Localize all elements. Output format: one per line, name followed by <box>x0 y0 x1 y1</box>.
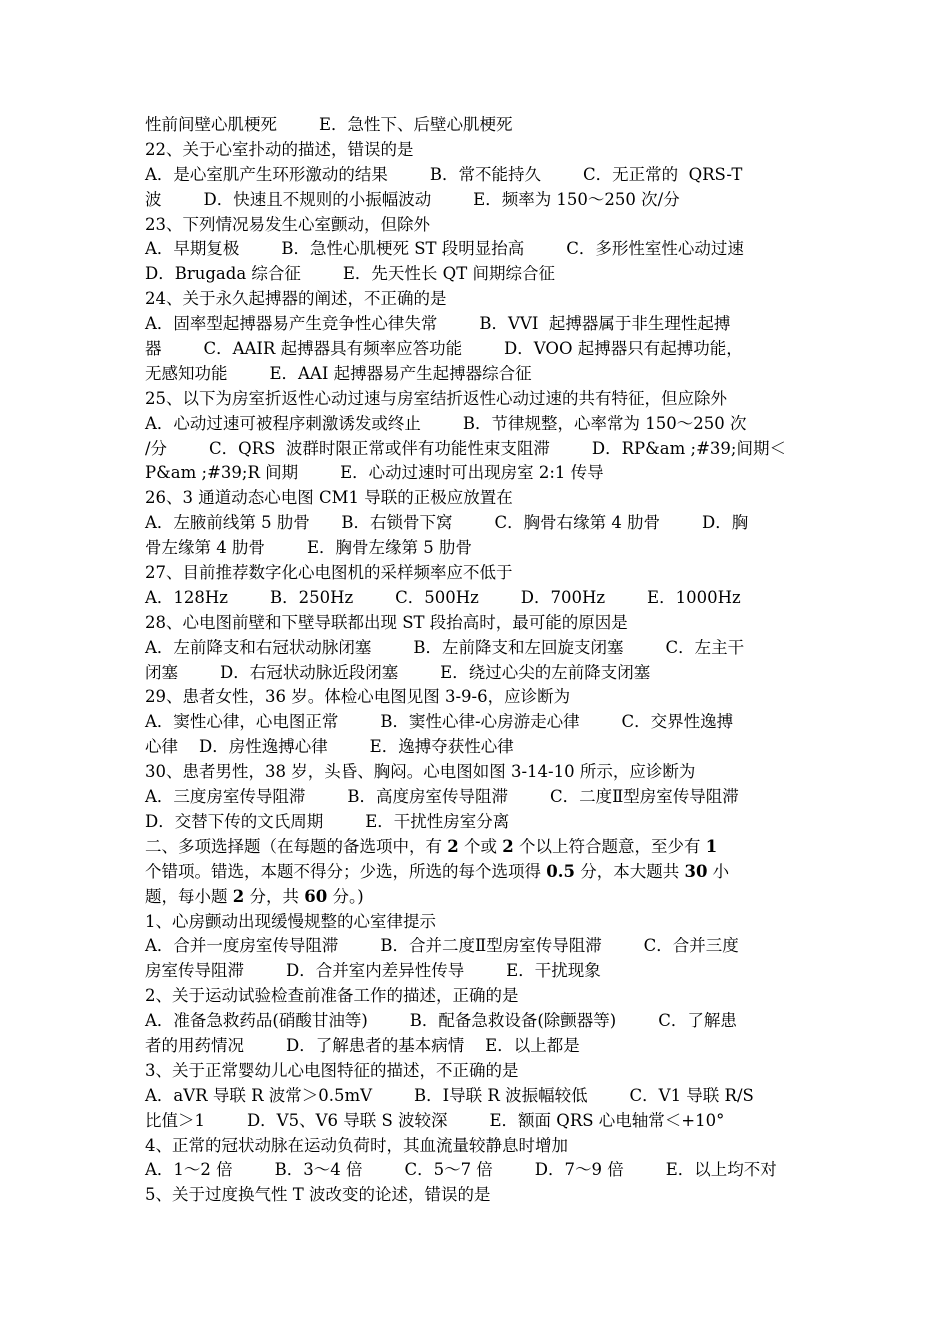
options-line: A．三度房室传导阻滞 B．高度房室传导阻滞 C．二度Ⅱ型房室传导阻滞 <box>145 787 739 807</box>
question-28: 28、心电图前壁和下壁导联都出现 ST 段抬高时，最可能的原因是 <box>145 612 628 632</box>
bold-number: 30 <box>684 861 708 881</box>
options-line: /分 C．QRS 波群时限正常或伴有功能性束支阻滞 D．RP&am ;#39;间期＜ <box>145 438 786 458</box>
options-line: D．交替下传的文氏周期 E．干扰性房室分离 <box>145 811 510 831</box>
section-text: 分，本大题共 <box>574 861 685 881</box>
bold-number: 1 <box>705 836 718 856</box>
options-line: A．窦性心律，心电图正常 B．窦性心律-心房游走心律 C．交界性逸搏 <box>145 712 734 732</box>
question-23: 23、下列情况易发生心室颤动，但除外 <box>145 214 430 234</box>
options-line: 无感知功能 E．AAI 起搏器易产生起搏器综合征 <box>145 363 532 383</box>
question-29: 29、患者女性，36 岁。体检心电图见图 3-9-6，应诊断为 <box>145 687 571 707</box>
options-line: A．固率型起搏器易产生竞争性心律失常 B．VVI 起搏器属于非生理性起搏 <box>145 314 731 334</box>
document-page <box>145 113 808 1208</box>
section-text: 个错项。错选，本题不得分；少选，所选的每个选项得 <box>145 861 547 881</box>
section-heading-line-1 <box>145 835 808 860</box>
options-line: 比值＞1 D．V5、V6 导联 S 波较深 E．额面 QRS 心电轴常＜+10° <box>145 1110 725 1130</box>
section-heading-line-2 <box>145 860 808 885</box>
bold-number: 60 <box>304 886 328 906</box>
section-text: 个或 <box>458 836 503 856</box>
options-line: A．1～2 倍 B．3～4 倍 C．5～7 倍 D．7～9 倍 E．以上均不对 <box>145 1160 777 1180</box>
options-line: A．准备急救药品(硝酸甘油等) B．配备急救设备(除颤器等) C．了解患 <box>145 1011 737 1031</box>
options-line: 房室传导阻滞 D．合并室内差异性传导 E．干扰现象 <box>145 961 601 981</box>
section-text: 分。) <box>327 886 364 906</box>
question-3: 3、关于正常婴幼儿心电图特征的描述，不正确的是 <box>145 1060 519 1080</box>
bold-number: 0.5 <box>546 861 575 881</box>
section-text: 个以上符合题意，至少有 <box>513 836 706 856</box>
question-22: 22、关于心室扑动的描述，错误的是 <box>145 139 414 159</box>
options-line: A．合并一度房室传导阻滞 B．合并二度Ⅱ型房室传导阻滞 C．合并三度 <box>145 936 739 956</box>
options-line: A．早期复极 B．急性心肌梗死 ST 段明显抬高 C．多形性室性心动过速 <box>145 239 744 259</box>
question-1: 1、心房颤动出现缓慢规整的心室律提示 <box>145 911 436 931</box>
question-26: 26、3 通道动态心电图 CM1 导联的正极应放置在 <box>145 488 513 508</box>
section-text: 分，共 <box>244 886 305 906</box>
question-30: 30、患者男性，38 岁，头昏、胸闷。心电图如图 3-14-10 所示，应诊断为 <box>145 762 696 782</box>
text-line: 性前间壁心肌梗死 E．急性下、后壁心肌梗死 <box>145 115 513 134</box>
options-line: P&am ;#39;R 间期 E．心动过速时可出现房室 2:1 传导 <box>145 463 604 483</box>
options-line: A．左前降支和右冠状动脉闭塞 B．左前降支和左回旋支闭塞 C．左主干 <box>145 637 745 657</box>
options-line: A．心动过速可被程序刺激诱发或终止 B．节律规整，心率常为 150～250 次 <box>145 413 747 433</box>
options-line: 波 D．快速且不规则的小振幅波动 E．频率为 150～250 次/分 <box>145 189 680 209</box>
options-line: 器 C．AAIR 起搏器具有频率应答功能 D．VOO 起搏器只有起搏功能， <box>145 339 743 359</box>
section-text: 二、多项选择题（在每题的备选项中，有 <box>145 836 448 856</box>
options-line: A．左腋前线第 5 肋骨 B．右锁骨下窝 C．胸骨右缘第 4 肋骨 D．胸 <box>145 513 749 533</box>
options-line: A．aVR 导联 R 波常＞0.5mV B．Ⅰ导联 R 波振幅较低 C．V1 导联 R/S <box>145 1085 754 1105</box>
options-line: 心律 D．房性逸搏心律 E．逸搏夺获性心律 <box>145 737 514 757</box>
options-line: 骨左缘第 4 肋骨 E．胸骨左缘第 5 肋骨 <box>145 538 472 558</box>
question-4: 4、正常的冠状动脉在运动负荷时，其血流量较静息时增加 <box>145 1135 568 1155</box>
question-24: 24、关于永久起搏器的阐述，不正确的是 <box>145 289 447 309</box>
options-line: D．Brugada 综合征 E．先天性长 QT 间期综合征 <box>145 264 555 284</box>
question-5: 5、关于过度换气性 T 波改变的论述，错误的是 <box>145 1185 491 1205</box>
options-line: A．128Hz B．250Hz C．500Hz D．700Hz E．1000Hz <box>145 587 741 607</box>
section-text: 题，每小题 <box>145 886 233 906</box>
section-heading-line-3 <box>145 885 808 910</box>
bold-number: 2 <box>232 886 245 906</box>
options-line: A．是心室肌产生环形激动的结果 B．常不能持久 C．无正常的 QRS-T <box>145 164 743 184</box>
question-27: 27、目前推荐数字化心电图机的采样频率应不低于 <box>145 563 513 583</box>
section-text: 小 <box>707 861 730 881</box>
question-25: 25、以下为房室折返性心动过速与房室结折返性心动过速的共有特征，但应除外 <box>145 388 727 408</box>
question-2: 2、关于运动试验检查前准备工作的描述，正确的是 <box>145 986 519 1006</box>
options-line: 者的用药情况 D．了解患者的基本病情 E．以上都是 <box>145 1035 580 1055</box>
bold-number: 2 <box>502 836 514 856</box>
bold-number: 2 <box>447 836 459 856</box>
options-line: 闭塞 D．右冠状动脉近段闭塞 E．绕过心尖的左前降支闭塞 <box>145 662 651 682</box>
